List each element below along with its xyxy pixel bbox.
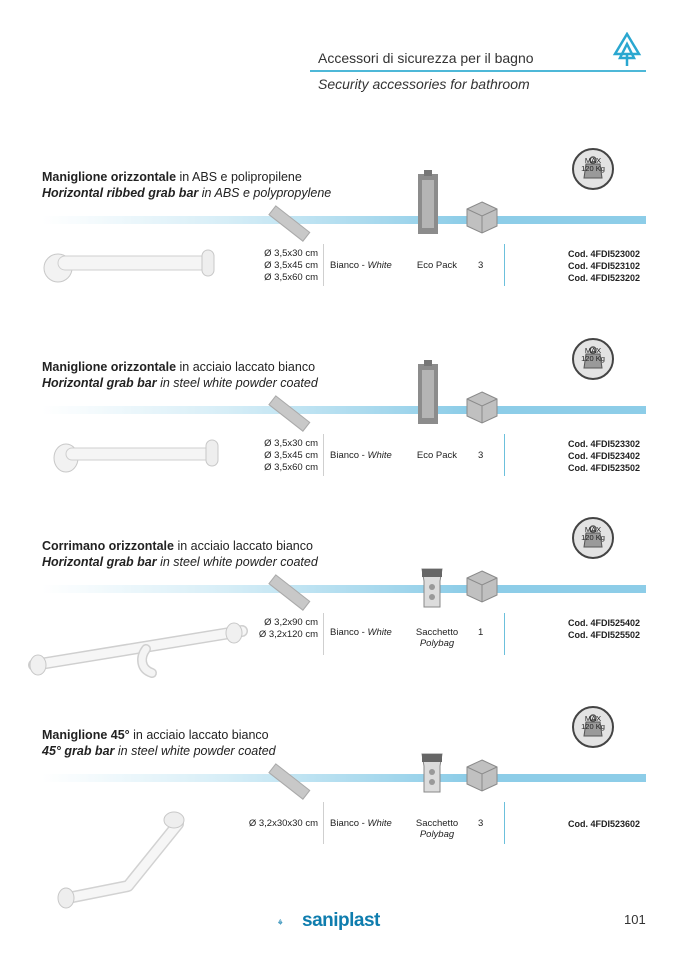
- product-title: Maniglione orizzontale in ABS e polipropilene: [42, 170, 302, 184]
- product-codes: Cod. 4FDI523602: [567, 819, 640, 829]
- product-subtitle: Horizontal grab bar in steel white powder coated: [42, 555, 318, 569]
- sizes-list: Ø 3,2x30x30 cm: [248, 818, 318, 829]
- quantity-label: 1: [478, 627, 484, 638]
- packaging-label: Sacchetto Polybag: [415, 818, 459, 840]
- eco-pack-icon: [416, 170, 440, 236]
- max-weight-label: MAX 120 Kg: [581, 346, 605, 363]
- divider-band: [42, 406, 646, 414]
- column-divider: [323, 434, 324, 476]
- packaging-label: Eco Pack: [416, 450, 458, 461]
- sizes-list: Ø 3,5x30 cm Ø 3,5x45 cm Ø 3,5x60 cm: [264, 248, 318, 283]
- grab-bar-image: [50, 434, 230, 480]
- angled-grab-bar-image: [56, 806, 196, 910]
- saniplast-logo-icon: [278, 906, 302, 938]
- grab-bar-image: [40, 244, 230, 290]
- divider-band: [42, 216, 646, 224]
- product-1: [0, 156, 678, 360]
- header-subtitle: Security accessories for bathroom: [318, 76, 530, 92]
- max-weight-label: MAX 120 Kg: [581, 714, 605, 731]
- divider-band: [42, 774, 646, 782]
- packaging-label: Sacchetto Polybag: [415, 627, 459, 649]
- product-codes: Cod. 4FDI523302 Cod. 4FDI523402 Cod. 4FDI523502: [567, 439, 640, 473]
- quantity-label: 3: [478, 450, 484, 461]
- column-divider: [504, 434, 505, 476]
- polybag-icon: [418, 752, 446, 796]
- header-divider: [310, 70, 646, 72]
- product-title: Maniglione 45° in acciaio laccato bianco: [42, 728, 269, 742]
- tree-logo-icon: [612, 32, 642, 68]
- page-number: 101: [624, 912, 646, 927]
- sizes-list: Ø 3,5x30 cm Ø 3,5x45 cm Ø 3,5x60 cm: [264, 438, 318, 473]
- footer-brand: saniplast: [302, 910, 380, 931]
- packaging-label: Eco Pack: [416, 260, 458, 271]
- product-codes: Cod. 4FDI523002 Cod. 4FDI523102 Cod. 4FDI523202: [567, 249, 640, 283]
- max-weight-label: MAX 120 Kg: [581, 156, 605, 173]
- color-label: Bianco - White: [330, 450, 392, 461]
- sizes-list: Ø 3,2x90 cm Ø 3,2x120 cm: [258, 617, 318, 640]
- divider-band: [42, 585, 646, 593]
- column-divider: [504, 802, 505, 844]
- color-label: Bianco - White: [330, 627, 392, 638]
- quantity-label: 3: [478, 260, 484, 271]
- color-label: Bianco - White: [330, 818, 392, 829]
- product-3: [0, 525, 678, 729]
- product-subtitle: Horizontal ribbed grab bar in ABS e polypropylene: [42, 186, 332, 200]
- handrail-image: [28, 617, 248, 681]
- product-codes: Cod. 4FDI525402 Cod. 4FDI525502: [567, 618, 640, 640]
- box-icon: [465, 758, 499, 792]
- column-divider: [323, 244, 324, 286]
- max-weight-label: MAX 120 Kg: [581, 525, 605, 542]
- product-4: [0, 714, 678, 918]
- box-icon: [465, 569, 499, 603]
- box-icon: [465, 390, 499, 424]
- header-title: Accessori di sicurezza per il bagno: [318, 50, 534, 66]
- column-divider: [323, 613, 324, 655]
- quantity-label: 3: [478, 818, 484, 829]
- product-subtitle: 45° grab bar in steel white powder coated: [42, 744, 276, 758]
- column-divider: [504, 244, 505, 286]
- product-subtitle: Horizontal grab bar in steel white powder coated: [42, 376, 318, 390]
- polybag-icon: [418, 567, 446, 611]
- column-divider: [323, 802, 324, 844]
- product-title: Maniglione orizzontale in acciaio laccato bianco: [42, 360, 316, 374]
- column-divider: [504, 613, 505, 655]
- eco-pack-icon: [416, 360, 440, 426]
- box-icon: [465, 200, 499, 234]
- color-label: Bianco - White: [330, 260, 392, 271]
- product-title: Corrimano orizzontale in acciaio laccato bianco: [42, 539, 313, 553]
